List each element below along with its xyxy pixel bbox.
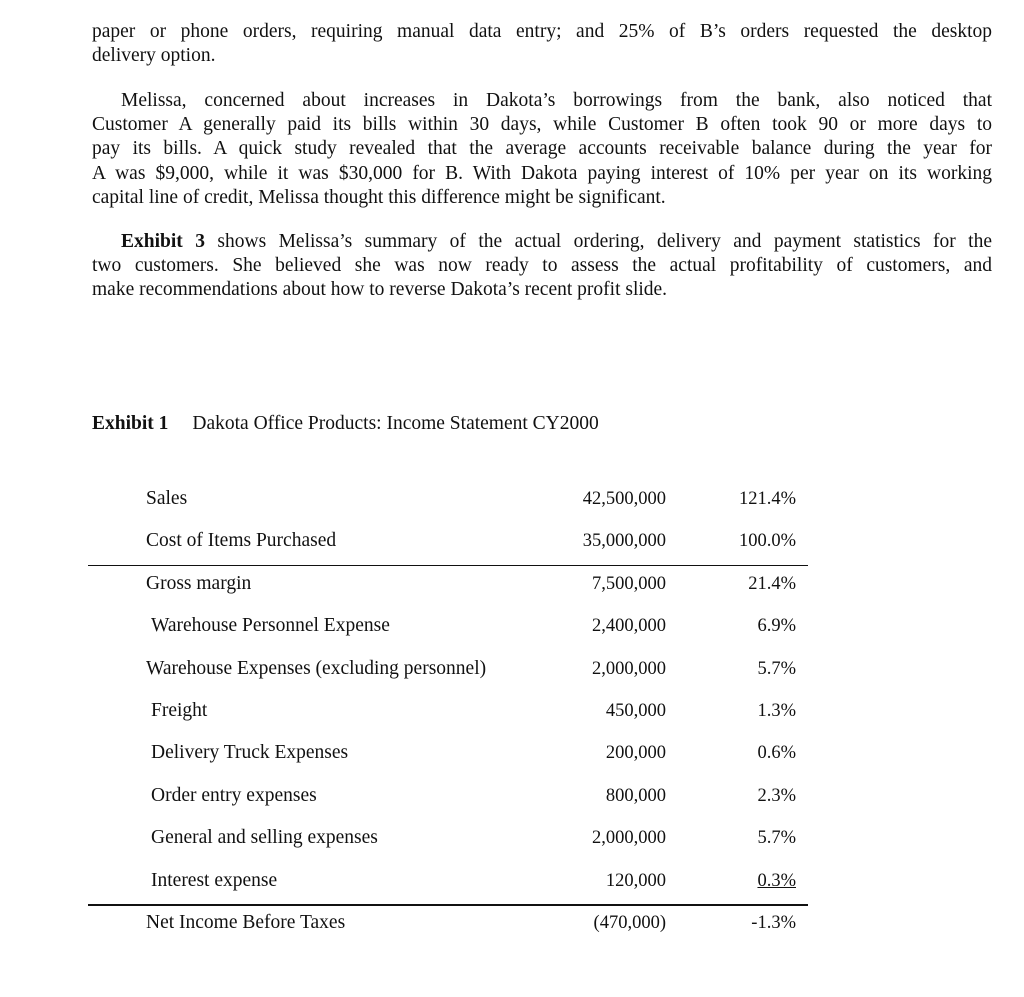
paragraph-line: Customer A generally paid its bills within 30 days, while Customer B often took 90 or more days to: [92, 114, 992, 136]
exhibit-heading: [92, 412, 599, 436]
row-amount: 42,500,000: [582, 489, 666, 509]
paragraph-line: two customers. She believed she was now ready to assess the actual profitability of customers, and: [92, 255, 992, 277]
row-label: Gross margin: [146, 572, 252, 594]
row-label: Delivery Truck Expenses: [151, 742, 349, 764]
table-row: [88, 520, 808, 562]
row-label: Order entry expenses: [151, 784, 317, 806]
row-label: Freight: [151, 699, 208, 721]
table-row: [88, 563, 808, 605]
paragraph-line: A was $9,000, while it was $30,000 for B. With Dakota paying interest of 10% per year on its working: [92, 162, 992, 184]
row-amount: 2,400,000: [592, 616, 666, 637]
row-amount: (470,000): [593, 912, 666, 933]
paragraph-exhibit-summary: [92, 230, 992, 303]
row-label: General and selling expenses: [151, 827, 378, 849]
paragraph-line: make recommendations about how to reverse Dakota’s recent profit slide.: [92, 279, 668, 301]
row-amount: 2,000,000: [592, 658, 666, 679]
paragraph-borrowings: [92, 89, 992, 210]
table-row: [88, 648, 808, 690]
paragraph-continuation: [92, 20, 992, 68]
table-row: [88, 732, 808, 774]
income-statement-table: [88, 478, 808, 944]
exhibit-reference: Exhibit 3: [121, 231, 205, 252]
row-amount: 35,000,000: [582, 531, 666, 552]
paragraph-line-text: shows Melissa’s summary of the actual ordering, delivery and payment statistics for the: [204, 231, 993, 252]
paragraph-line: delivery option.: [92, 45, 216, 67]
paragraph-line: Melissa, concerned about increases in Dakota’s borrowings from the bank, also noticed that: [121, 90, 992, 111]
row-label: Warehouse Expenses (excluding personnel): [146, 657, 487, 679]
paragraph-line: [92, 230, 992, 254]
table-row: [88, 817, 808, 859]
row-amount: 120,000: [605, 870, 666, 891]
table-row: [88, 902, 808, 944]
row-percent: -1.3%: [751, 912, 796, 933]
row-label: Cost of Items Purchased: [146, 530, 337, 552]
row-percent: 5.7%: [757, 828, 796, 849]
row-amount: 7,500,000: [592, 573, 666, 594]
row-percent: 6.9%: [757, 616, 796, 637]
exhibit-title: Dakota Office Products: Income Statement CY2000: [192, 413, 599, 434]
exhibit-label: Exhibit 1: [92, 413, 169, 434]
row-percent: 2.3%: [757, 785, 796, 806]
row-percent: 0.6%: [757, 743, 796, 764]
table-row: [88, 690, 808, 732]
row-percent: 21.4%: [748, 573, 796, 594]
table-row: [88, 775, 808, 817]
paragraph-line: paper or phone orders, requiring manual data entry; and 25% of B’s orders requested the desktop: [92, 21, 992, 42]
paragraph-line: pay its bills. A quick study revealed that the average accounts receivable balance during the year for: [92, 138, 992, 160]
table-row: [88, 860, 808, 902]
row-amount: 2,000,000: [592, 828, 666, 849]
table-row: [88, 478, 808, 520]
row-percent: 0.3%: [757, 870, 796, 891]
paragraph-line: capital line of credit, Melissa thought this difference might be significant.: [92, 186, 666, 208]
table-row: [88, 605, 808, 647]
row-percent: 100.0%: [738, 531, 796, 552]
row-percent: 121.4%: [738, 489, 796, 509]
row-percent: 1.3%: [757, 700, 796, 721]
row-amount: 800,000: [605, 785, 666, 806]
row-label: Net Income Before Taxes: [146, 911, 346, 933]
row-label: Interest expense: [151, 869, 278, 891]
row-label: Sales: [146, 488, 188, 509]
row-amount: 200,000: [605, 743, 666, 764]
row-amount: 450,000: [605, 700, 666, 721]
row-percent: 5.7%: [757, 658, 796, 679]
row-label: Warehouse Personnel Expense: [151, 615, 390, 637]
